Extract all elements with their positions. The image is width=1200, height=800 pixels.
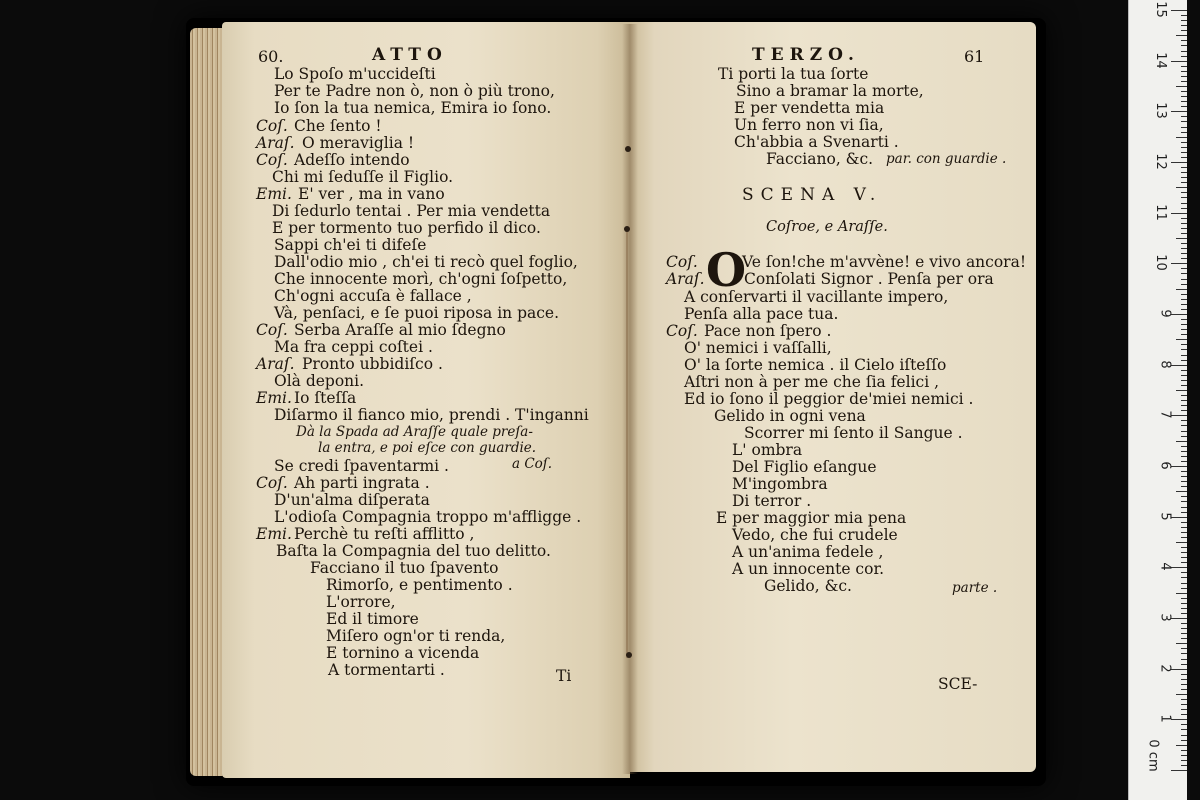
text-line: L'orrore, (326, 593, 396, 611)
ruler-tick (1181, 360, 1187, 361)
text-line: E' ver , ma in vano (298, 185, 445, 203)
ruler-tick (1181, 765, 1187, 766)
text-line: Diſarmo il fianco mio, prendi . T'inganni (274, 406, 589, 424)
ruler-tick (1181, 76, 1187, 77)
ruler-tick (1181, 501, 1187, 502)
stage-direction: la entra, e poi eſce con guardie. (318, 440, 537, 456)
ruler-tick (1181, 623, 1187, 624)
speaker-label: Coſ. (256, 474, 288, 492)
ruler-tick (1181, 420, 1187, 421)
text-line: Gelido in ogni vena (714, 407, 866, 425)
ruler-tick (1176, 745, 1187, 746)
ruler-label: 9 (1157, 309, 1173, 318)
ruler-tick (1181, 203, 1187, 204)
ruler-tick (1181, 729, 1187, 730)
text-line: Sappi ch'ei ti difeſe (274, 236, 427, 254)
ruler-tick (1181, 557, 1187, 558)
text-line: Pace non ſpero . (704, 322, 832, 340)
ruler-tick (1181, 177, 1187, 178)
measuring-ruler (1128, 0, 1187, 800)
ruler-label: 13 (1153, 102, 1169, 120)
ruler-tick (1181, 425, 1187, 426)
ruler-tick (1181, 66, 1187, 67)
text-line: Vedo, che fui crudele (732, 526, 898, 544)
ruler-tick (1176, 542, 1187, 543)
text-line: Olà deponi. (274, 372, 365, 390)
ruler-tick (1181, 471, 1187, 472)
stage-direction: a Coſ. (512, 456, 553, 472)
text-line: Aſtri non à per me che ſia felici , (684, 373, 940, 391)
text-line: E per tormento tuo perfido il dico. (272, 219, 541, 237)
ruler-tick (1171, 719, 1187, 720)
ruler-tick (1181, 248, 1187, 249)
ruler-tick (1181, 304, 1187, 305)
ruler-tick (1181, 608, 1187, 609)
ruler-tick (1171, 162, 1187, 163)
ruler-tick (1176, 694, 1187, 695)
ruler-tick (1171, 517, 1187, 518)
ruler-tick (1171, 263, 1187, 264)
text-line: Baſta la Compagnia del tuo delitto. (276, 542, 551, 560)
text-line: Miſero ogn'or ti renda, (326, 627, 506, 645)
ruler-tick (1181, 370, 1187, 371)
text-line: E per maggior mia pena (716, 509, 907, 527)
stage-direction: parte . (952, 580, 998, 596)
ruler-tick (1181, 56, 1187, 57)
ruler-label: 4 (1157, 562, 1173, 571)
ruler-tick (1181, 279, 1187, 280)
text-line: L' ombra (732, 441, 803, 459)
ruler-tick (1181, 127, 1187, 128)
ruler-tick (1176, 137, 1187, 138)
ruler-tick (1181, 106, 1187, 107)
stage-direction: Dà la Spada ad Araſſe quale preſa- (296, 424, 533, 440)
ruler-label: 1 (1157, 714, 1173, 723)
text-line: O meraviglia ! (302, 134, 415, 152)
ruler-tick (1181, 329, 1187, 330)
ruler-tick (1181, 750, 1187, 751)
ruler-tick (1176, 390, 1187, 391)
text-line: Serba Araſſe al mio ſdegno (294, 321, 506, 339)
ruler-tick (1181, 572, 1187, 573)
text-line: Ch'abbia a Svenarti . (734, 133, 899, 151)
ruler-tick (1181, 628, 1187, 629)
ruler-tick (1181, 507, 1187, 508)
text-line: Adeſſo intendo (294, 151, 410, 169)
speaker-label: Coſ. (666, 322, 698, 340)
text-line: Se credi ſpaventarmi . (274, 457, 449, 475)
ruler-tick (1181, 724, 1187, 725)
text-line: Facciano il tuo ſpavento (310, 559, 499, 577)
scene-heading: SCENA V. (742, 185, 883, 205)
ruler-tick (1181, 91, 1187, 92)
text-line: E per vendetta mia (734, 99, 885, 117)
ruler-tick (1181, 461, 1187, 462)
ruler-tick (1181, 679, 1187, 680)
text-line: A un innocente cor. (732, 560, 885, 578)
ruler-label: 2 (1157, 664, 1173, 673)
ruler-tick (1181, 385, 1187, 386)
ruler-tick (1181, 405, 1187, 406)
ruler-tick (1181, 309, 1187, 310)
text-line: Per te Padre non ò, non ò più trono, (274, 82, 555, 100)
ruler-tick (1181, 486, 1187, 487)
ruler-label: 10 (1153, 254, 1169, 272)
ruler-tick (1181, 132, 1187, 133)
speaker-label: Araſ. (256, 355, 295, 373)
ruler-tick (1181, 496, 1187, 497)
ruler-tick (1181, 25, 1187, 26)
ruler-tick (1171, 567, 1187, 568)
text-line: A un'anima fedele , (732, 543, 884, 561)
ruler-tick (1181, 522, 1187, 523)
text-line: O' nemici i vaſſalli, (684, 339, 832, 357)
binding-thread (626, 228, 632, 658)
text-line: Perchè tu reſti afflitto , (294, 525, 475, 543)
ruler-tick (1181, 598, 1187, 599)
ruler-tick (1181, 451, 1187, 452)
ruler-tick (1181, 81, 1187, 82)
ruler-tick (1181, 410, 1187, 411)
ruler-tick (1181, 273, 1187, 274)
ruler-tick (1181, 400, 1187, 401)
text-line: Pronto ubbidiſco . (302, 355, 443, 373)
ruler-tick (1181, 613, 1187, 614)
ruler-label: 14 (1153, 51, 1169, 69)
text-line: Gelido, &c. (764, 577, 852, 595)
ruler-tick (1181, 116, 1187, 117)
ruler-tick (1181, 375, 1187, 376)
speaker-label: Araſ. (666, 270, 705, 288)
ruler-tick (1176, 238, 1187, 239)
ruler-tick (1176, 643, 1187, 644)
ruler-tick (1181, 740, 1187, 741)
ruler-tick (1181, 294, 1187, 295)
drop-capital: O (706, 243, 747, 297)
ruler-tick (1176, 187, 1187, 188)
text-line: Che innocente morì, ch'ogni ſoſpetto, (274, 270, 568, 288)
ruler-tick (1181, 638, 1187, 639)
ruler-tick (1181, 258, 1187, 259)
text-line: Và, penſaci, e ſe puoi riposa in pace. (274, 304, 560, 322)
speaker-label: Coſ. (256, 321, 288, 339)
text-line: Un ferro non vi ſia, (734, 116, 884, 134)
ruler-tick (1181, 512, 1187, 513)
ruler-tick (1171, 10, 1187, 11)
ruler-tick (1181, 659, 1187, 660)
ruler-tick (1176, 86, 1187, 87)
ruler-tick (1181, 101, 1187, 102)
ruler-tick (1176, 289, 1187, 290)
text-line: Penſa alla pace tua. (684, 305, 839, 323)
ruler-tick (1181, 157, 1187, 158)
ruler-tick (1171, 314, 1187, 315)
text-line: Dall'odio mio , ch'ei ti recò quel foglio, (274, 253, 578, 271)
scene-characters: Coſroe, e Araſſe. (766, 219, 888, 235)
text-line: Di ſedurlo tentai . Per mia vendetta (272, 202, 551, 220)
text-line: Ed il timore (326, 610, 419, 628)
ruler-tick (1181, 172, 1187, 173)
ruler-tick (1171, 770, 1187, 771)
ruler-tick (1181, 243, 1187, 244)
ruler-tick (1176, 491, 1187, 492)
ruler-label: 7 (1157, 410, 1173, 419)
ruler-tick (1181, 653, 1187, 654)
text-line: Scorrer mi ſento il Sangue . (744, 424, 963, 442)
catchword-left: Ti (556, 667, 572, 685)
ruler-tick (1181, 40, 1187, 41)
text-line: D'un'alma diſperata (274, 491, 430, 509)
ruler-label: 5 (1157, 512, 1173, 521)
text-line: Rimorſo, e pentimento . (326, 576, 513, 594)
ruler-tick (1181, 192, 1187, 193)
ruler-tick (1181, 532, 1187, 533)
ruler-tick (1171, 365, 1187, 366)
ruler-tick (1181, 436, 1187, 437)
ruler-tick (1181, 755, 1187, 756)
ruler-tick (1181, 760, 1187, 761)
running-head-left: ATTO (372, 45, 448, 65)
ruler-tick (1181, 268, 1187, 269)
ruler-tick (1176, 339, 1187, 340)
ruler-tick (1181, 344, 1187, 345)
ruler-tick (1181, 481, 1187, 482)
ruler-tick (1181, 577, 1187, 578)
speaker-label: Emi. (256, 525, 292, 543)
ruler-tick (1181, 355, 1187, 356)
text-line: Ti porti la tua ſorte (718, 65, 869, 83)
ruler-tick (1181, 334, 1187, 335)
ruler-tick (1181, 684, 1187, 685)
text-line: Lo Spoſo m'uccideſti (274, 65, 436, 83)
text-line: A conſervarti il vacillante impero, (684, 288, 949, 306)
ruler-tick (1181, 699, 1187, 700)
text-line: O' la ſorte nemica . il Cielo iſteſſo (684, 356, 947, 374)
ruler-tick (1181, 648, 1187, 649)
ruler-tick (1181, 324, 1187, 325)
text-line: Io ſteſſa (294, 389, 357, 407)
ruler-tick (1181, 380, 1187, 381)
text-line: Del Figlio eſangue (732, 458, 877, 476)
text-line: Ed io ſono il peggior de'miei nemici . (684, 390, 974, 408)
ruler-tick (1181, 395, 1187, 396)
ruler-tick (1181, 431, 1187, 432)
ruler-tick (1181, 476, 1187, 477)
ruler-tick (1181, 735, 1187, 736)
ruler-tick (1171, 213, 1187, 214)
ruler-tick (1171, 618, 1187, 619)
ruler-tick (1181, 20, 1187, 21)
ruler-tick (1181, 552, 1187, 553)
running-head-right: TERZO. (752, 45, 860, 65)
ruler-tick (1181, 182, 1187, 183)
speaker-label: Coſ. (256, 117, 288, 135)
text-line: Ma fra ceppi coſtei . (274, 338, 433, 356)
ruler-tick (1181, 547, 1187, 548)
text-line: Ch'ogni accuſa è fallace , (274, 287, 472, 305)
ruler-tick (1181, 709, 1187, 710)
ruler-tick (1181, 45, 1187, 46)
ruler-tick (1181, 253, 1187, 254)
text-line: E tornino a vicenda (326, 644, 480, 662)
ruler-tick (1181, 96, 1187, 97)
ruler-tick (1181, 208, 1187, 209)
page-number-left: 60. (258, 47, 284, 66)
text-line: A tormentarti . (328, 661, 445, 679)
binding-hole (624, 226, 630, 232)
ruler-tick (1181, 152, 1187, 153)
text-line: L'odioſa Compagnia troppo m'affligge . (274, 508, 582, 526)
ruler-tick (1181, 299, 1187, 300)
ruler-label: 3 (1157, 613, 1173, 622)
ruler-tick (1181, 456, 1187, 457)
ruler-label: 11 (1153, 203, 1169, 221)
ruler-tick (1181, 167, 1187, 168)
ruler-tick (1181, 147, 1187, 148)
ruler-tick (1181, 588, 1187, 589)
text-line: Sino a bramar la morte, (736, 82, 924, 100)
ruler-tick (1181, 714, 1187, 715)
ruler-tick (1181, 284, 1187, 285)
ruler-tick (1176, 35, 1187, 36)
ruler-tick (1171, 111, 1187, 112)
ruler-tick (1181, 664, 1187, 665)
ruler-tick (1181, 218, 1187, 219)
text-line: Facciano, &c. (766, 150, 874, 168)
text-line: Ve ſon!che m'avvène! e vivo ancora! (742, 253, 1027, 271)
text-line: Io ſon la tua nemica, Emira io ſono. (274, 99, 552, 117)
ruler-tick (1181, 15, 1187, 16)
ruler-label: 6 (1157, 461, 1173, 470)
ruler-tick (1181, 633, 1187, 634)
text-line: Ah parti ingrata . (294, 474, 430, 492)
text-line: Che ſento ! (294, 117, 382, 135)
ruler-tick (1181, 71, 1187, 72)
ruler-label: 8 (1157, 360, 1173, 369)
ruler-tick (1181, 537, 1187, 538)
speaker-label: Emi. (256, 185, 292, 203)
ruler-tick (1181, 51, 1187, 52)
ruler-label: 12 (1153, 153, 1169, 170)
ruler-tick (1181, 349, 1187, 350)
ruler-tick (1171, 415, 1187, 416)
binding-hole (626, 652, 632, 658)
ruler-tick (1181, 142, 1187, 143)
ruler-tick (1171, 669, 1187, 670)
speaker-label: Emi. (256, 389, 292, 407)
ruler-tick (1181, 603, 1187, 604)
ruler-tick (1181, 562, 1187, 563)
text-line: Di terror . (732, 492, 812, 510)
ruler-label: 0 cm (1145, 739, 1161, 772)
ruler-label: 15 (1153, 1, 1169, 18)
text-line: Conſolati Signor . Penſa per ora (744, 270, 994, 288)
ruler-tick (1181, 446, 1187, 447)
catchword-right: SCE- (938, 675, 978, 693)
ruler-tick (1171, 466, 1187, 467)
ruler-tick (1171, 61, 1187, 62)
ruler-tick (1181, 233, 1187, 234)
ruler-tick (1181, 197, 1187, 198)
ruler-tick (1181, 527, 1187, 528)
ruler-tick (1176, 593, 1187, 594)
speaker-label: Coſ. (666, 253, 698, 271)
ruler-tick (1181, 689, 1187, 690)
speaker-label: Araſ. (256, 134, 295, 152)
ruler-tick (1181, 583, 1187, 584)
text-line: M'ingombra (732, 475, 828, 493)
ruler-tick (1181, 223, 1187, 224)
ruler-tick (1176, 441, 1187, 442)
speaker-label: Coſ. (256, 151, 288, 169)
ruler-tick (1181, 319, 1187, 320)
ruler-tick (1181, 674, 1187, 675)
ruler-tick (1181, 30, 1187, 31)
ruler-tick (1181, 121, 1187, 122)
ruler-tick (1181, 228, 1187, 229)
stage-direction: par. con guardie . (886, 151, 1007, 167)
ruler-tick (1181, 704, 1187, 705)
page-number-right: 61 (964, 47, 985, 66)
binding-hole (625, 146, 631, 152)
text-line: Chi mi ſeduſſe il Figlio. (272, 168, 454, 186)
